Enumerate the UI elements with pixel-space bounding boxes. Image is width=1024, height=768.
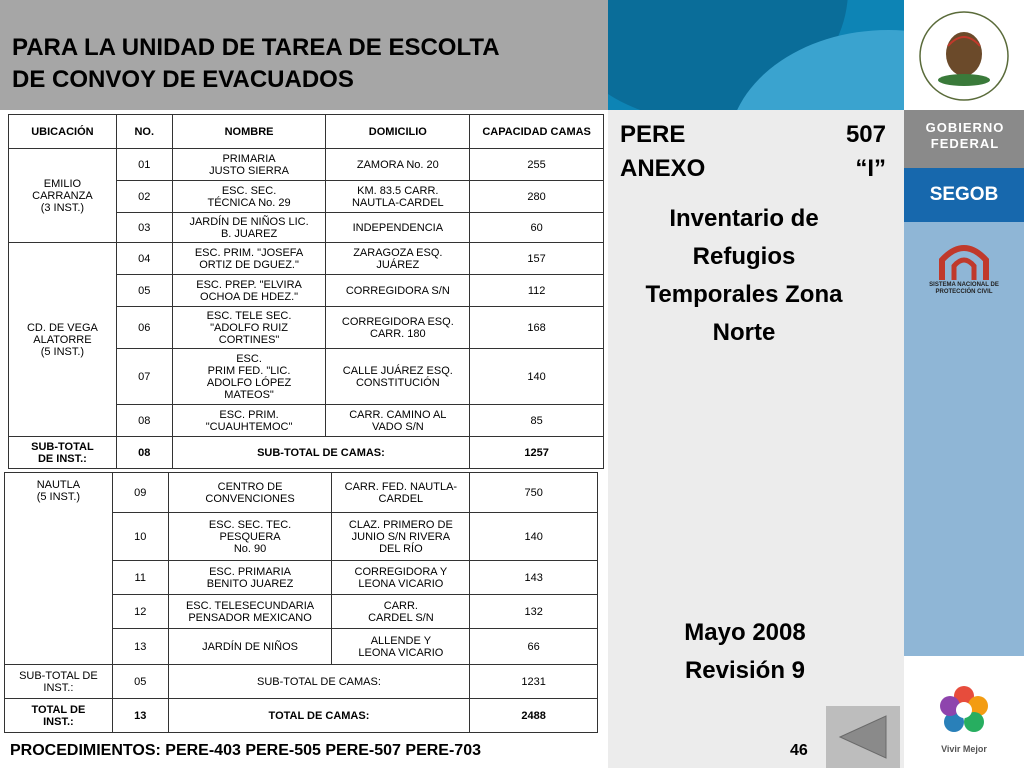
subtotal-beds-label: SUB-TOTAL DE CAMAS: xyxy=(168,665,470,699)
capacity-cell: 750 xyxy=(470,473,598,513)
no-cell: 09 xyxy=(112,473,168,513)
capacity-cell: 112 xyxy=(470,275,604,307)
col-domicilio: DOMICILIO xyxy=(326,115,470,149)
title-line-2: DE CONVOY DE EVACUADOS xyxy=(12,66,354,93)
address-cell: CORREGIDORA ESQ. CARR. 180 xyxy=(326,307,470,349)
total-beds-label: TOTAL DE CAMAS: xyxy=(168,699,470,733)
table-row xyxy=(5,473,598,513)
capacity-cell: 255 xyxy=(470,149,604,181)
refugios-table-part-2 xyxy=(4,472,598,733)
address-cell: CARR. FED. NAUTLA- CARDEL xyxy=(332,473,470,513)
gobierno-federal-logo xyxy=(918,120,1012,152)
capacity-cell: 140 xyxy=(470,513,598,561)
table-header-row xyxy=(9,115,604,149)
name-cell: ESC. TELESECUNDARIA PENSADOR MEXICANO xyxy=(168,595,332,629)
capacity-cell: 140 xyxy=(470,349,604,405)
anexo-label: ANEXO xyxy=(620,155,706,182)
address-cell: ALLENDE Y LEONA VICARIO xyxy=(332,629,470,665)
address-cell: CORREGIDORA Y LEONA VICARIO xyxy=(332,561,470,595)
capacity-cell: 60 xyxy=(470,213,604,243)
proteccion-civil-icon xyxy=(934,240,994,284)
title-line-1: PARA LA UNIDAD DE TAREA DE ESCOLTA xyxy=(12,34,500,61)
name-cell: CENTRO DE CONVENCIONES xyxy=(168,473,332,513)
doc-title-line: Inventario de xyxy=(669,205,819,232)
col-no: NO. xyxy=(116,115,172,149)
address-cell: ZAMORA No. 20 xyxy=(326,149,470,181)
name-cell: ESC. SEC. TEC. PESQUERA No. 90 xyxy=(168,513,332,561)
no-cell: 03 xyxy=(116,213,172,243)
subtotal-label: SUB-TOTAL DE INST.: xyxy=(5,665,113,699)
decorative-blue-band xyxy=(608,0,904,110)
subtotal-row xyxy=(5,665,598,699)
table-row xyxy=(9,149,604,181)
capacity-cell: 85 xyxy=(470,405,604,437)
subtotal-beds: 1257 xyxy=(470,437,604,469)
subtotal-row xyxy=(9,437,604,469)
pere-value: 507 xyxy=(845,121,886,148)
pere-label: PERE xyxy=(620,121,686,148)
no-cell: 06 xyxy=(116,307,172,349)
address-cell: KM. 83.5 CARR. NAUTLA-CARDEL xyxy=(326,181,470,213)
capacity-cell: 157 xyxy=(470,243,604,275)
capacity-cell: 143 xyxy=(470,561,598,595)
no-cell: 07 xyxy=(116,349,172,405)
page-title xyxy=(12,32,604,96)
address-cell: INDEPENDENCIA xyxy=(326,213,470,243)
procedures-footer: PROCEDIMIENTOS: PERE-403 PERE-505 PERE-507 PERE-703 xyxy=(10,742,481,759)
no-cell: 08 xyxy=(116,405,172,437)
capacity-cell: 280 xyxy=(470,181,604,213)
capacity-cell: 168 xyxy=(470,307,604,349)
date-text: Mayo 2008 xyxy=(684,619,806,646)
location-cell: CD. DE VEGA ALATORRE (5 INST.) xyxy=(9,243,117,437)
pc-line: PROTECCIÓN CIVIL xyxy=(935,289,993,295)
pc-line: SISTEMA NACIONAL DE xyxy=(929,282,999,288)
no-cell: 13 xyxy=(112,629,168,665)
capacity-cell: 66 xyxy=(470,629,598,665)
name-cell: ESC. PRIMARIA BENITO JUAREZ xyxy=(168,561,332,595)
subtotal-beds: 1231 xyxy=(470,665,598,699)
no-cell: 01 xyxy=(116,149,172,181)
subtotal-beds-label: SUB-TOTAL DE CAMAS: xyxy=(172,437,470,469)
no-cell: 10 xyxy=(112,513,168,561)
location-cell: NAUTLA (5 INST.) xyxy=(5,473,113,665)
document-title xyxy=(616,200,872,352)
name-cell: ESC. PRIM. "JOSEFA ORTIZ DE DGUEZ." xyxy=(172,243,326,275)
proteccion-civil-label xyxy=(910,282,1018,296)
address-cell: CORREGIDORA S/N xyxy=(326,275,470,307)
col-ubicacion: UBICACIÓN xyxy=(9,115,117,149)
federal-text: FEDERAL xyxy=(930,136,1000,151)
name-cell: ESC. PRIM. "CUAUHTEMOC" xyxy=(172,405,326,437)
address-cell: CARR. CARDEL S/N xyxy=(332,595,470,629)
sidebar xyxy=(904,0,1024,768)
capacity-cell: 132 xyxy=(470,595,598,629)
vivir-mejor-icon xyxy=(934,680,994,740)
subtotal-label: SUB-TOTAL DE INST.: xyxy=(9,437,117,469)
name-cell: PRIMARIA JUSTO SIERRA xyxy=(172,149,326,181)
vivir-mejor-label: Vivir Mejor xyxy=(941,744,987,754)
table-row xyxy=(9,243,604,275)
doc-title-line: Norte xyxy=(712,319,776,346)
doc-title-line: Refugios xyxy=(692,243,796,270)
name-cell: ESC. PRIM FED. "LIC. ADOLFO LÓPEZ MATEOS" xyxy=(172,349,326,405)
subtotal-count: 08 xyxy=(116,437,172,469)
doc-title-line: Temporales Zona xyxy=(645,281,843,308)
mexican-seal-icon xyxy=(904,0,1024,110)
name-cell: ESC. SEC. TÉCNICA No. 29 xyxy=(172,181,326,213)
col-nombre: NOMBRE xyxy=(172,115,326,149)
revision-text: Revisión 9 xyxy=(684,657,806,684)
address-cell: CARR. CAMINO AL VADO S/N xyxy=(326,405,470,437)
total-beds: 2488 xyxy=(470,699,598,733)
no-cell: 02 xyxy=(116,181,172,213)
gobierno-text: GOBIERNO xyxy=(925,120,1005,135)
name-cell: JARDÍN DE NIÑOS xyxy=(168,629,332,665)
subtotal-count: 05 xyxy=(112,665,168,699)
name-cell: ESC. PREP. "ELVIRA OCHOA DE HDEZ." xyxy=(172,275,326,307)
no-cell: 04 xyxy=(116,243,172,275)
name-cell: ESC. TELE SEC. "ADOLFO RUIZ CORTINES" xyxy=(172,307,326,349)
total-label: TOTAL DE INST.: xyxy=(5,699,113,733)
total-row xyxy=(5,699,598,733)
no-cell: 12 xyxy=(112,595,168,629)
address-cell: CALLE JUÁREZ ESQ. CONSTITUCIÓN xyxy=(326,349,470,405)
col-capacidad: CAPACIDAD CAMAS xyxy=(470,115,604,149)
anexo-value: “I” xyxy=(855,155,886,182)
no-cell: 05 xyxy=(116,275,172,307)
back-arrow-icon xyxy=(826,706,900,768)
no-cell: 11 xyxy=(112,561,168,595)
page-number: 46 xyxy=(790,742,808,759)
refugios-table-part-1 xyxy=(8,114,604,469)
previous-slide-button[interactable] xyxy=(826,706,900,768)
address-cell: CLAZ. PRIMERO DE JUNIO S/N RIVERA DEL RÍO xyxy=(332,513,470,561)
location-cell: EMILIO CARRANZA (3 INST.) xyxy=(9,149,117,243)
name-cell: JARDÍN DE NIÑOS LIC. B. JUAREZ xyxy=(172,213,326,243)
date-block xyxy=(640,614,850,690)
segob-logo: SEGOB xyxy=(929,184,999,205)
address-cell: ZARAGOZA ESQ. JUÁREZ xyxy=(326,243,470,275)
total-count: 13 xyxy=(112,699,168,733)
